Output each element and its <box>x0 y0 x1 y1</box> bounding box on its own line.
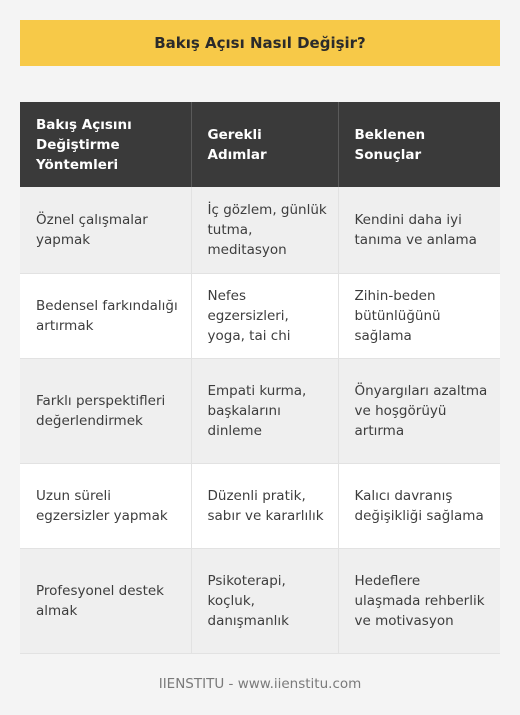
cell-steps: İç gözlem, günlük tutma, meditasyon <box>191 187 338 273</box>
cell-steps: Psikoterapi, koçluk, danışmanlık <box>191 548 338 653</box>
page-title: Bakış Açısı Nasıl Değişir? <box>154 34 366 52</box>
table-header-row <box>20 102 500 187</box>
cell-method: Farklı perspektifleri değerlendirmek <box>20 358 191 463</box>
cell-results: Kendini daha iyi tanıma ve anlama <box>338 187 500 273</box>
cell-method: Profesyonel destek almak <box>20 548 191 653</box>
cell-results: Önyargıları azaltma ve hoşgörüyü artırma <box>338 358 500 463</box>
table-row <box>20 463 500 548</box>
table-row <box>20 273 500 358</box>
header-steps: Gerekli Adımlar <box>191 102 338 187</box>
title-banner <box>20 20 500 66</box>
cell-results: Hedeflere ulaşmada rehberlik ve motivasyon <box>338 548 500 653</box>
cell-steps: Empati kurma, başkalarını dinleme <box>191 358 338 463</box>
header-results: Beklenen Sonuçlar <box>338 102 500 187</box>
table-row <box>20 548 500 653</box>
cell-steps: Düzenli pratik, sabır ve kararlılık <box>191 463 338 548</box>
methods-table <box>20 102 500 654</box>
cell-steps: Nefes egzersizleri, yoga, tai chi <box>191 273 338 358</box>
table-row <box>20 358 500 463</box>
cell-method: Öznel çalışmalar yapmak <box>20 187 191 273</box>
cell-results: Zihin-beden bütünlüğünü sağlama <box>338 273 500 358</box>
header-methods: Bakış Açısını Değiştirme Yöntemleri <box>20 102 191 187</box>
cell-results: Kalıcı davranış değişikliği sağlama <box>338 463 500 548</box>
cell-method: Uzun süreli egzersizler yapmak <box>20 463 191 548</box>
footer-credit: IIENSTITU - www.iienstitu.com <box>158 676 362 692</box>
cell-method: Bedensel farkındalığı artırmak <box>20 273 191 358</box>
table-row <box>20 187 500 273</box>
